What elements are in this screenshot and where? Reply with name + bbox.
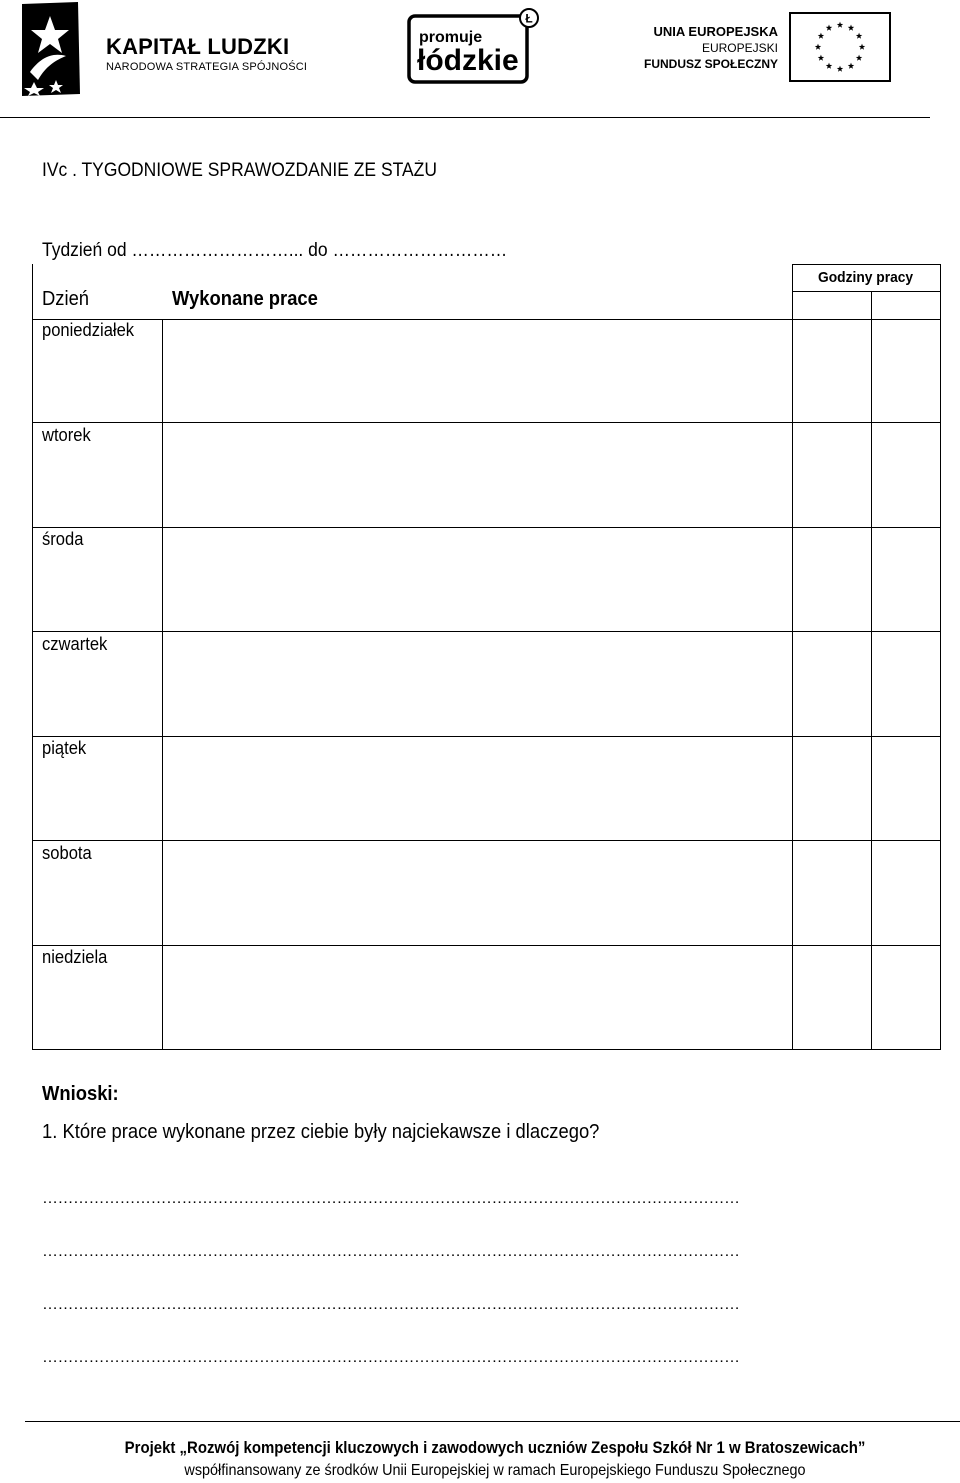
hours-header-divider: [792, 291, 941, 292]
day-label-wednesday: środa: [42, 529, 84, 549]
kapital-ludzki-title: KAPITAŁ LUDZKI: [106, 34, 290, 59]
day-label-thursday: czwartek: [42, 634, 108, 654]
promuje-badge: Ł: [525, 11, 533, 26]
day-label-friday: piątek: [42, 738, 87, 758]
promuje-line2: łódzkie: [417, 44, 519, 77]
day-column-divider: [162, 319, 163, 1050]
answer-line[interactable]: ………………………………………………………………………………………………………………………: [42, 1349, 740, 1366]
column-header-day: Dzień: [42, 288, 90, 310]
header-divider: [0, 117, 930, 118]
row-divider: [32, 631, 941, 632]
row-divider: [32, 945, 941, 946]
hours-column-divider: [871, 291, 872, 1050]
day-label-saturday: sobota: [42, 843, 92, 863]
table-border-bottom: [32, 1049, 941, 1050]
table-border-right: [940, 264, 941, 1050]
eu-line-2: EUROPEJSKI: [701, 41, 778, 55]
eu-text-block: [640, 24, 778, 72]
conclusions-heading: Wnioski:: [42, 1083, 119, 1105]
report-table: [32, 264, 941, 1050]
day-label-sunday: niedziela: [42, 947, 108, 967]
column-header-hours: Godziny pracy: [818, 269, 914, 286]
answer-line[interactable]: ………………………………………………………………………………………………………………………: [42, 1296, 740, 1313]
column-header-work: Wykonane prace: [172, 288, 318, 310]
answer-line[interactable]: ………………………………………………………………………………………………………………………: [42, 1243, 740, 1260]
row-divider: [32, 422, 941, 423]
eu-flag-icon: [789, 12, 891, 82]
document-title: IVc . TYGODNIOWE SPRAWOZDANIE ZE STAŻU: [42, 160, 437, 181]
day-label-monday: poniedziałek: [42, 320, 135, 340]
row-divider: [32, 527, 941, 528]
row-divider: [32, 840, 941, 841]
question-1: 1. Które prace wykonane przez ciebie były najciekawsze i dlaczego?: [42, 1121, 600, 1143]
footer-project-title: Projekt „Rozwój kompetencji kluczowych i zawodowych uczniów Zespołu Szkół Nr 1 w Bratoszewicach”: [124, 1438, 866, 1457]
table-border-top: [792, 264, 941, 265]
promuje-lodzkie-logo: [407, 8, 542, 84]
day-label-tuesday: wtorek: [42, 425, 91, 445]
answer-line[interactable]: ………………………………………………………………………………………………………………………: [42, 1190, 740, 1207]
kapital-ludzki-subtitle: NARODOWA STRATEGIA SPÓJNOŚCI: [106, 61, 308, 73]
row-divider: [32, 736, 941, 737]
kapital-ludzki-logo-icon: [22, 2, 84, 96]
footer-divider: [25, 1421, 960, 1422]
promuje-line1: promuje: [419, 29, 483, 46]
header-row-divider: [32, 319, 941, 320]
page-header: [0, 0, 960, 120]
eu-line-3: FUNDUSZ SPOŁECZNY: [643, 57, 778, 71]
footer-funding-note: współfinansowany ze środków Unii Europejskiej w ramach Europejskiego Funduszu Społecznego: [184, 1462, 806, 1479]
eu-line-1: UNIA EUROPEJSKA: [653, 24, 778, 39]
week-range-field[interactable]: Tydzień od ………………………... do …………………………: [42, 240, 508, 261]
work-column-divider: [792, 264, 793, 1050]
table-border-left: [32, 264, 33, 1050]
